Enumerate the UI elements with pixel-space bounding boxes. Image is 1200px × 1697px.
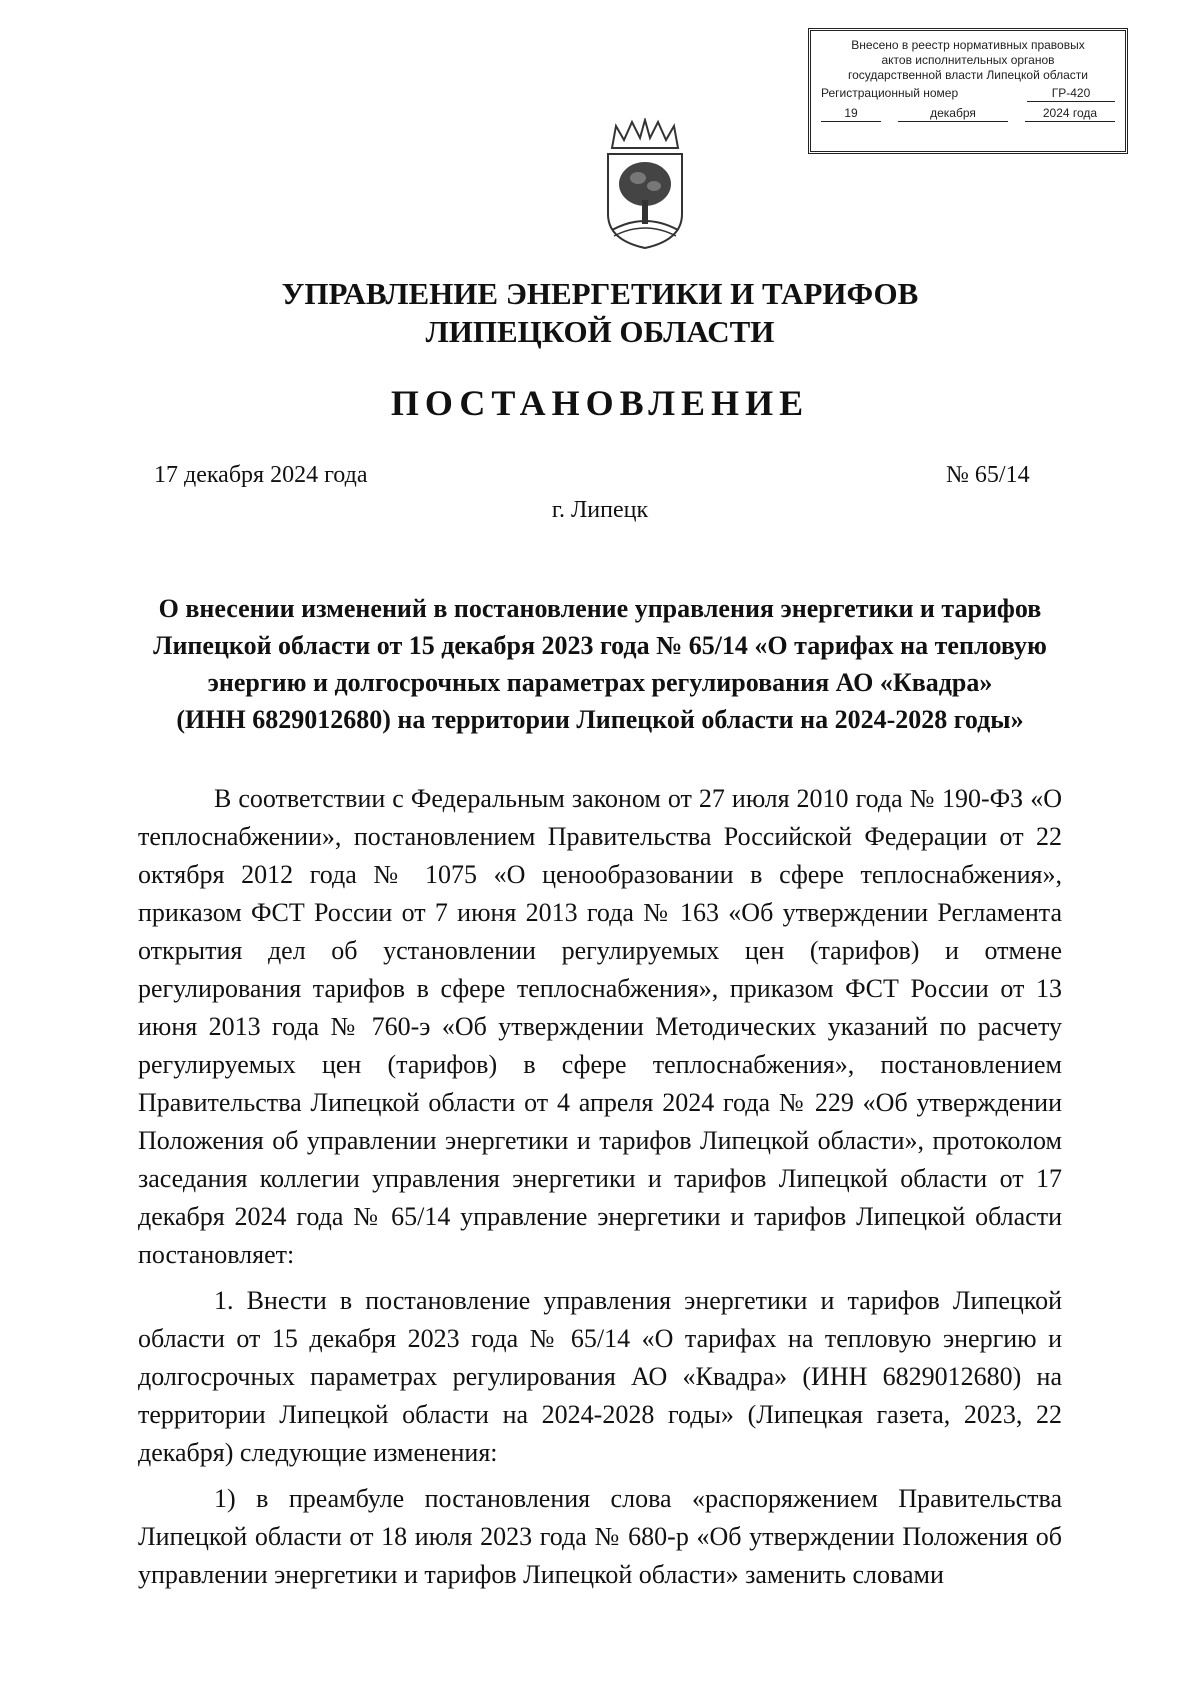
stamp-reg-number: ГР-420 (1027, 86, 1115, 102)
stamp-registration-row (821, 86, 1115, 102)
subject-line-3: энергию и долгосрочных параметрах регулирования АО «Квадра» (207, 668, 993, 697)
subject-line-2: Липецкой области от 15 декабря 2023 года № 65/14 «О тарифах на тепловую (153, 631, 1047, 660)
agency-line-1: УПРАВЛЕНИЕ ЭНЕРГЕТИКИ И ТАРИФОВ (281, 276, 919, 311)
document-type: ПОСТАНОВЛЕНИЕ (390, 383, 810, 423)
body-paragraph-item-1: 1. Внести в постановление управления энергетики и тарифов Липецкой области от 15 декабря 2023 года № 65/14 «О тарифах на тепловую энергию и долгосрочных параметрах регулирования АО «Квадра» (ИНН 6829012680) на территории Липецкой области на 2024-2028 годы» (Липецкая газета, 2023, 22 декабря) следующие изменения: (138, 1286, 1062, 1467)
document-body (138, 780, 1062, 1602)
stamp-day: 19 (821, 106, 881, 122)
document-city: г. Липецк (551, 497, 649, 523)
body-paragraph-preamble: В соответствии с Федеральным законом от 27 июля 2010 года № 190-ФЗ «О теплоснабжении», постановлением Правительства Российской Федерации от 22 октября 2012 года № 1075 «О ценообразовании в сфере теплоснабжения», приказом ФСТ России от 7 июня 2013 года № 163 «Об утверждении Регламента открытия дел об установлении регулируемых цен (тарифов) и отмене регулирования тарифов в сфере теплоснабжения», приказом ФСТ России от 13 июня 2013 года № 760-э «Об утверждении Методических указаний по расчету регулируемых цен (тарифов) в сфере теплоснабжения», постановлением Правительства Липецкой области от 4 апреля 2024 года № 229 «Об утверждении Положения об управлении энергетики и тарифов Липецкой области», протоколом заседания коллегии управления энергетики и тарифов Липецкой области от 17 декабря 2024 года № 65/14 управление энергетики и тарифов Липецкой области постановляет: (138, 784, 1062, 1269)
agency-line-2: ЛИПЕЦКОЙ ОБЛАСТИ (425, 314, 775, 349)
subject-line-4: (ИНН 6829012680) на территории Липецкой области на 2024-2028 годы» (176, 705, 1024, 734)
stamp-line-1: Внесено в реестр нормативных правовых (851, 38, 1085, 52)
stamp-line-3: государственной власти Липецкой области (847, 68, 1089, 82)
registry-stamp (808, 28, 1128, 154)
body-paragraph-subitem-1: 1) в преамбуле постановления слова «распоряжением Правительства Липецкой области от 18 июля 2023 года № 680-р «Об утверждении Положения об управлении энергетики и тарифов Липецкой области» заменить словами (138, 1484, 1062, 1589)
stamp-date-row (821, 106, 1115, 122)
stamp-line-2: актов исполнительных органов (881, 53, 1055, 67)
stamp-month: декабря (898, 106, 1008, 122)
stamp-year: 2024 года (1025, 106, 1115, 122)
agency-name (0, 275, 1200, 351)
document-subject (140, 590, 1060, 738)
stamp-reg-label: Регистрационный номер (821, 86, 959, 100)
document-number: № 65/14 (946, 462, 1030, 488)
subject-line-1: О внесении изменений в постановление управления энергетики и тарифов (158, 594, 1042, 623)
document-date: 17 декабря 2024 года (154, 462, 368, 488)
lipetsk-coat-of-arms-icon (600, 118, 690, 250)
